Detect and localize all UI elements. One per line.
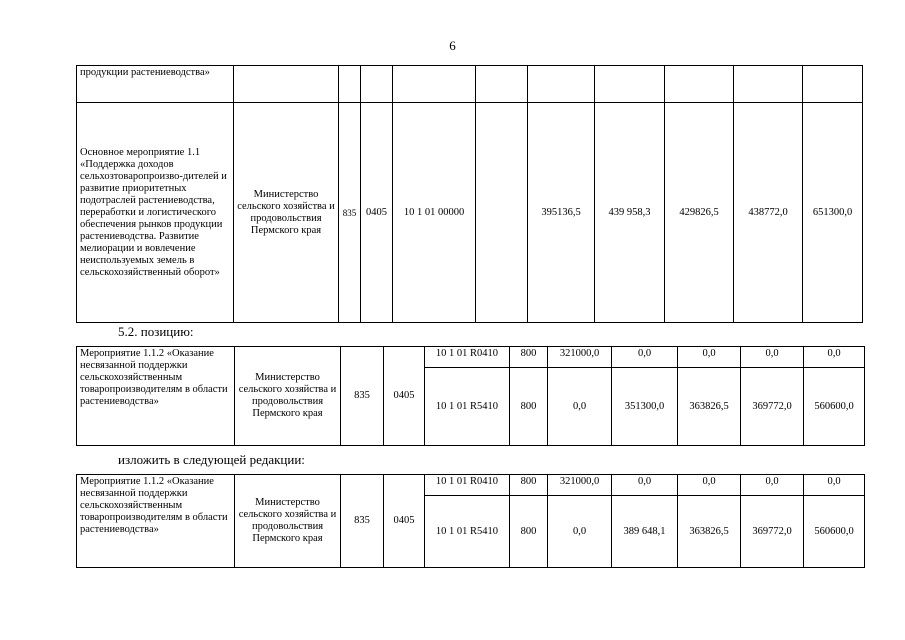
- vr-code: 800: [510, 496, 548, 568]
- page-number: 6: [449, 38, 456, 53]
- amount-cell: 439 958,3: [595, 103, 665, 323]
- csr-code: 10 1 01 R5410: [425, 368, 510, 446]
- ministry-name: Министерство сельского хозяйства и продовольствия Пермского края: [235, 475, 341, 568]
- ministry-name: Министерство сельского хозяйства и продовольствия Пермского края: [235, 347, 341, 446]
- amount-cell: 363826,5: [678, 496, 741, 568]
- table-row: [77, 66, 863, 103]
- program-table-top: [76, 65, 863, 323]
- rzpr-code: 0405: [384, 475, 425, 568]
- activity-name: Мероприятие 1.1.2 «Оказание несвязанной поддержки сельскохозяйственным товаропроизводителям в области растениеводства»: [77, 475, 235, 568]
- activity-name: продукции растениеводства»: [77, 66, 234, 103]
- amount-cell: 0,0: [612, 347, 678, 368]
- table-row: [77, 347, 865, 368]
- rzpr-code: 0405: [361, 103, 393, 323]
- table-row: [77, 475, 865, 496]
- ministry-name: Министерство сельского хозяйства и продовольствия Пермского края: [234, 103, 339, 323]
- amount-cell: 0,0: [678, 347, 741, 368]
- amount-cell: 351300,0: [612, 368, 678, 446]
- vr-code: 800: [510, 347, 548, 368]
- caption-position: 5.2. позицию:: [118, 324, 194, 339]
- amount-cell: 369772,0: [741, 496, 804, 568]
- amount-cell: 363826,5: [678, 368, 741, 446]
- amount-cell: 0,0: [741, 347, 804, 368]
- activity-name: Мероприятие 1.1.2 «Оказание несвязанной поддержки сельскохозяйственным товаропроизводителям в области растениеводства»: [77, 347, 235, 446]
- csr-code: 10 1 01 R0410: [425, 347, 510, 368]
- amount-cell: 0,0: [741, 475, 804, 496]
- grbs-code: 835: [339, 103, 361, 323]
- rzpr-code: 0405: [384, 347, 425, 446]
- amount-cell: 0,0: [804, 475, 865, 496]
- amount-cell: 0,0: [612, 475, 678, 496]
- amount-cell: 0,0: [548, 496, 612, 568]
- amount-cell: 560600,0: [804, 368, 865, 446]
- vr-code: [476, 103, 528, 323]
- amount-cell: 438772,0: [734, 103, 803, 323]
- table-row: [77, 103, 863, 323]
- amount-cell: 651300,0: [803, 103, 863, 323]
- csr-code: 10 1 01 R0410: [425, 475, 510, 496]
- activity-table-old: [76, 346, 865, 446]
- amount-cell: 429826,5: [665, 103, 734, 323]
- amount-cell: 395136,5: [528, 103, 595, 323]
- amount-cell: 0,0: [678, 475, 741, 496]
- amount-cell: 0,0: [804, 347, 865, 368]
- csr-code: 10 1 01 R5410: [425, 496, 510, 568]
- vr-code: 800: [510, 475, 548, 496]
- amount-cell: 0,0: [548, 368, 612, 446]
- amount-cell: 321000,0: [548, 475, 612, 496]
- caption-new-edition: изложить в следующей редакции:: [118, 452, 305, 467]
- activity-name: Основное мероприятие 1.1 «Поддержка доходов сельхозтоваропроизво-дителей и развитие приоритетных подотраслей растениеводства, переработки и логистического обеспечения рынков продукции растениеводства. Развитие мелиорации и вовлечение неиспользуемых земель в сельскохозяйственный оборот»: [77, 103, 234, 323]
- grbs-code: 835: [341, 475, 384, 568]
- activity-table-new: [76, 474, 865, 568]
- amount-cell: 389 648,1: [612, 496, 678, 568]
- amount-cell: 321000,0: [548, 347, 612, 368]
- vr-code: 800: [510, 368, 548, 446]
- csr-code: 10 1 01 00000: [393, 103, 476, 323]
- amount-cell: 369772,0: [741, 368, 804, 446]
- grbs-code: 835: [341, 347, 384, 446]
- amount-cell: 560600,0: [804, 496, 865, 568]
